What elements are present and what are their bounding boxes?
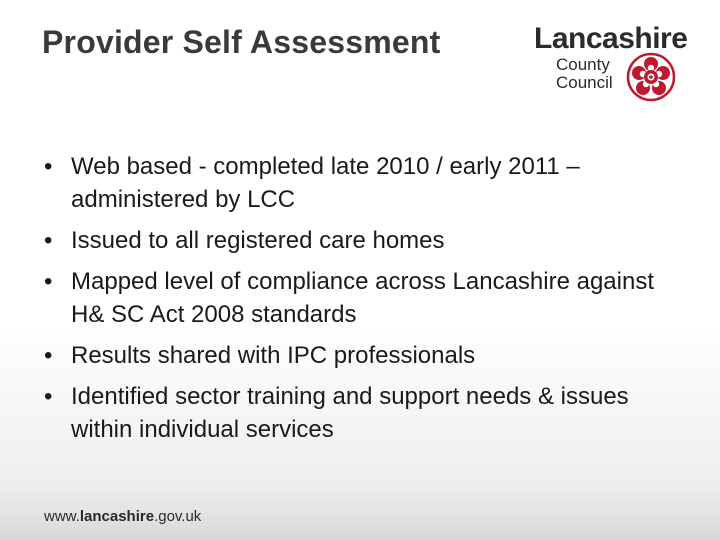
red-rose-icon [626,52,676,102]
bullet-text: Web based - completed late 2010 / early 2011 – administered by LCC [71,153,580,213]
lancashire-county-council-logo [534,22,704,102]
logo-county: County [556,55,610,74]
bullet-text: Mapped level of compliance across Lancashire against H& SC Act 2008 standards [71,268,654,328]
bullet-text: Results shared with IPC professionals [71,342,476,369]
logo-council: Council [556,73,613,92]
slide-title: Provider Self Assessment [42,24,441,60]
bullet-text: Issued to all registered care homes [71,227,445,254]
bullet-item: • Identified sector training and support needs & issues within individual services [44,383,629,443]
bullet-item: • Issued to all registered care homes [44,227,445,254]
bullet-item: • Mapped level of compliance across Lancashire against H& SC Act 2008 standards [44,268,654,328]
bullet-item: • Web based - completed late 2010 / early 2011 – administered by LCC [44,153,580,213]
footer-url: www.lancashire.gov.uk [44,508,202,525]
bullet-text: Identified sector training and support needs & issues within individual services [71,383,629,443]
bullet-item: • Results shared with IPC professionals [44,342,476,369]
bullet-list [44,150,684,454]
logo-wordmark: Lancashire [534,22,688,55]
